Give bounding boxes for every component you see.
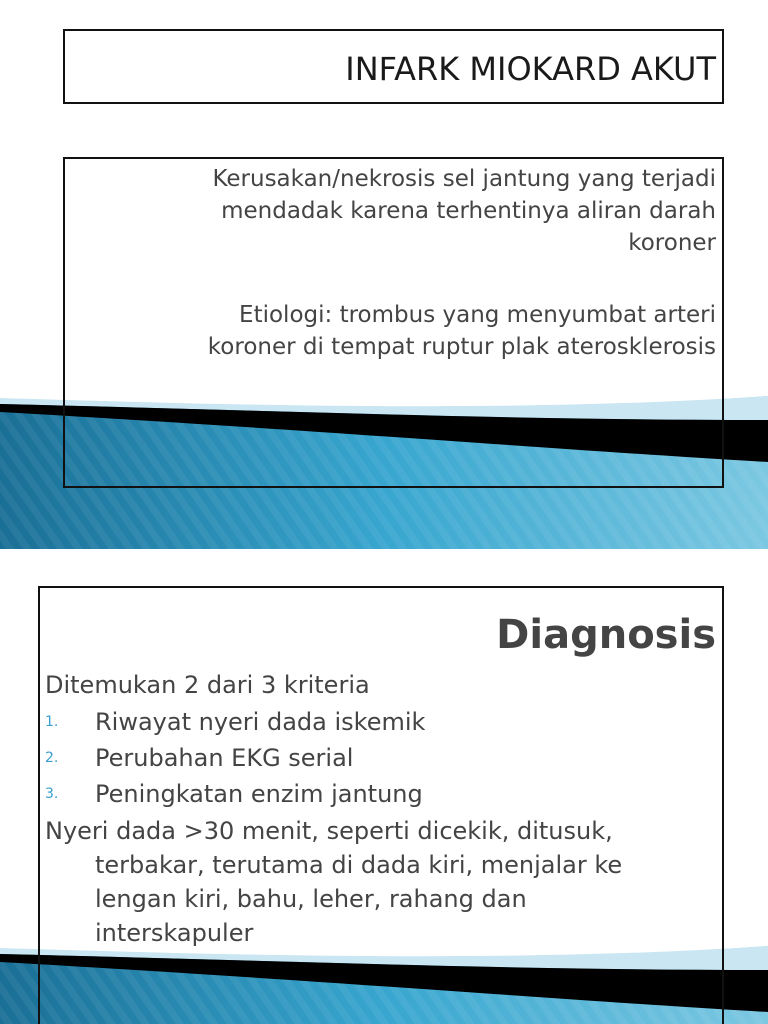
criteria-list bbox=[45, 704, 715, 812]
diagnosis-body bbox=[45, 668, 715, 950]
list-number: 2. bbox=[45, 750, 59, 766]
title-frame bbox=[63, 29, 724, 104]
etiology-line: Etiologi: trombus yang menyumbat arteri bbox=[239, 302, 716, 328]
etiology-paragraph bbox=[208, 299, 716, 363]
criteria-intro: Ditemukan 2 dari 3 kriteria bbox=[45, 671, 370, 699]
definition-line: koroner bbox=[628, 230, 716, 256]
list-item bbox=[45, 704, 715, 740]
list-text: Riwayat nyeri dada iskemik bbox=[95, 708, 426, 736]
definition-line: mendadak karena terhentinya aliran darah bbox=[221, 198, 716, 224]
content-frame bbox=[63, 157, 724, 488]
list-text: Perubahan EKG serial bbox=[95, 744, 354, 772]
pain-line: terbakar, terutama di dada kiri, menjalar ke bbox=[95, 851, 623, 879]
slide-title: INFARK MIOKARD AKUT bbox=[345, 50, 716, 88]
list-text: Peningkatan enzim jantung bbox=[95, 780, 423, 808]
list-item bbox=[45, 740, 715, 776]
pain-line: lengan kiri, bahu, leher, rahang dan bbox=[95, 885, 527, 913]
list-number: 3. bbox=[45, 786, 59, 802]
diagnosis-title: Diagnosis bbox=[496, 612, 716, 658]
pain-line: Nyeri dada >30 menit, seperti dicekik, ditusuk, bbox=[45, 817, 613, 845]
slide-diagnosis bbox=[0, 560, 768, 1024]
list-item bbox=[45, 776, 715, 812]
diagnosis-frame bbox=[38, 586, 724, 1024]
list-number: 1. bbox=[45, 714, 59, 730]
definition-line: Kerusakan/nekrosis sel jantung yang terjadi bbox=[212, 166, 716, 192]
etiology-line: koroner di tempat ruptur plak aterosklerosis bbox=[207, 334, 716, 360]
definition-paragraph bbox=[212, 163, 716, 259]
pain-line: interskapuler bbox=[95, 919, 254, 947]
pain-description bbox=[45, 814, 715, 950]
